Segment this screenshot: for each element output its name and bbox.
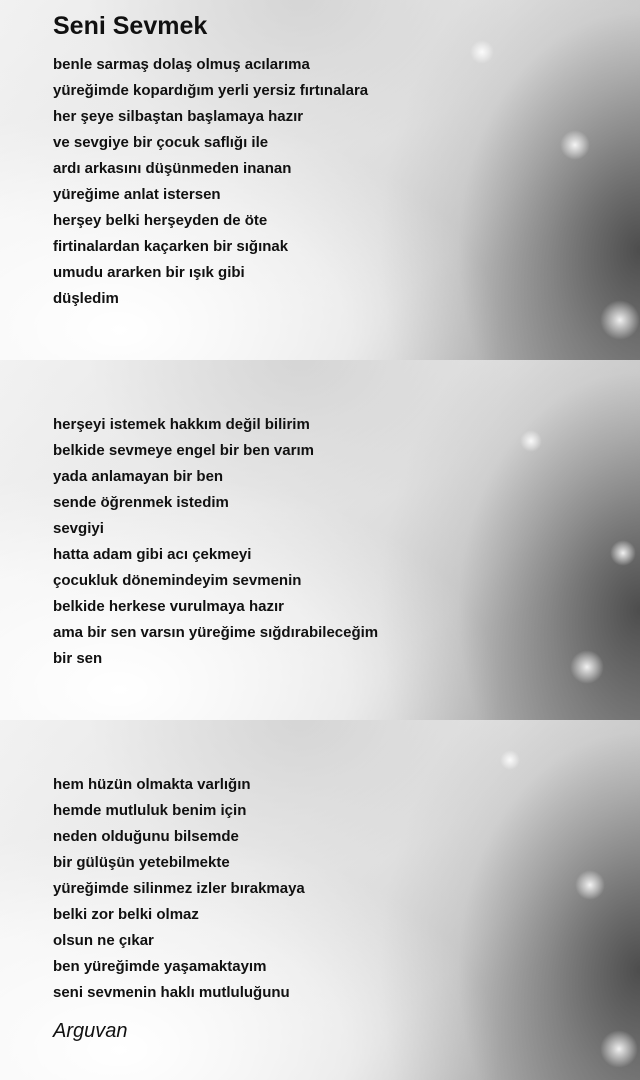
bokeh-light xyxy=(600,1030,638,1068)
poem-line: hem hüzün olmakta varlığın xyxy=(53,776,251,793)
bokeh-light xyxy=(500,750,520,770)
bokeh-light xyxy=(520,430,542,452)
poem-line: benle sarmaş dolaş olmuş acılarıma xyxy=(53,56,310,73)
poem-panel-1 xyxy=(0,0,640,360)
bokeh-light xyxy=(610,540,636,566)
stanza-2 xyxy=(53,412,378,672)
poem-line: ben yüreğimde yaşamaktayım xyxy=(53,958,267,975)
poem-line: belkide herkese vurulmaya hazır xyxy=(53,598,284,615)
poem-line: yüreğimde kopardığım yerli yersiz fırtınalara xyxy=(53,82,369,99)
stanza-1 xyxy=(53,52,368,312)
poem-line: olsun ne çıkar xyxy=(53,932,154,949)
poem-line: seni sevmenin haklı mutluluğunu xyxy=(53,984,290,1001)
poem-line: düşledim xyxy=(53,290,119,307)
bokeh-light xyxy=(470,40,494,64)
poem-line: ve sevgiye bir çocuk saflığı ile xyxy=(53,134,269,151)
poem-line: herşeyi istemek hakkım değil bilirim xyxy=(53,416,310,433)
bokeh-light xyxy=(560,130,590,160)
poem-title: Seni Sevmek xyxy=(53,12,208,40)
poem-line: belki zor belki olmaz xyxy=(53,906,199,923)
poem-line: bir gülüşün yetebilmekte xyxy=(53,854,230,871)
poem-line: her şeye silbaştan başlamaya hazır xyxy=(53,108,304,125)
poem-line: bir sen xyxy=(53,650,103,667)
poem-line: herşey belki herşeyden de öte xyxy=(53,212,268,229)
poem-line: hatta adam gibi acı çekmeyi xyxy=(53,546,252,563)
bokeh-light xyxy=(575,870,605,900)
poem-line: ama bir sen varsın yüreğime sığdırabileceğim xyxy=(53,624,379,641)
poem-line: belkide sevmeye engel bir ben varım xyxy=(53,442,314,459)
poem-author: Arguvan xyxy=(53,1020,128,1042)
poem-line: sevgiyi xyxy=(53,520,104,537)
poem-line: yüreğimde silinmez izler bırakmaya xyxy=(53,880,305,897)
poem-line: neden olduğunu bilsemde xyxy=(53,828,239,845)
poem-panel-2 xyxy=(0,360,640,720)
poem-line: firtinalardan kaçarken bir sığınak xyxy=(53,238,289,255)
bokeh-light xyxy=(570,650,604,684)
poem-line: yada anlamayan bir ben xyxy=(53,468,224,485)
stanza-3 xyxy=(53,772,305,1006)
poem-line: hemde mutluluk benim için xyxy=(53,802,247,819)
bokeh-light xyxy=(600,300,640,340)
poem-line: sende öğrenmek istedim xyxy=(53,494,229,511)
poem-line: umudu ararken bir ışık gibi xyxy=(53,264,245,281)
poem-panel-3 xyxy=(0,720,640,1080)
poem-line: yüreğime anlat istersen xyxy=(53,186,221,203)
poem-line: çocukluk dönemindeyim sevmenin xyxy=(53,572,302,589)
poem-line: ardı arkasını düşünmeden inanan xyxy=(53,160,292,177)
